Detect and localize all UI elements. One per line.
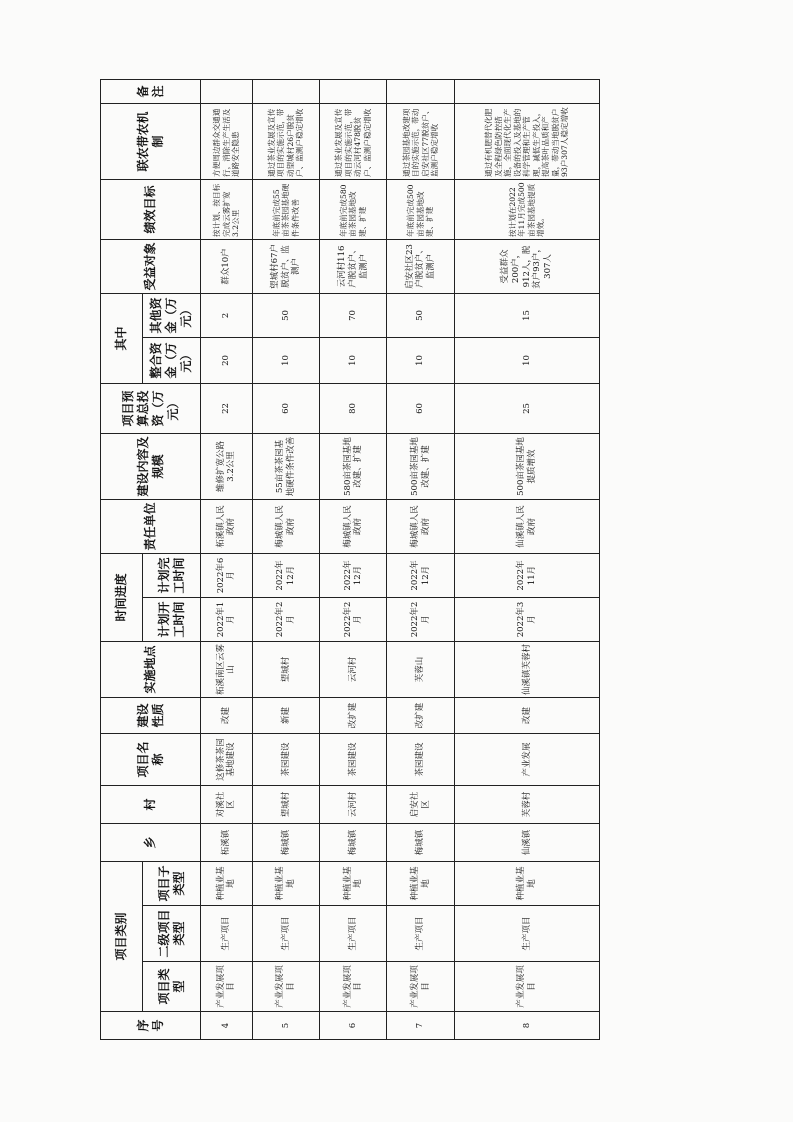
cell-village: 启安社区: [387, 786, 454, 824]
cell-category: 产业发展项目: [454, 962, 599, 1012]
cell-township: 柘溪镇: [201, 824, 253, 862]
cell-village: 望城村: [252, 786, 319, 824]
table-row: [252, 79, 319, 1039]
cell-other: 50: [252, 293, 319, 337]
cell-goal: 年底前完成580亩茶园基地改建、扩建: [320, 179, 387, 239]
cell-end: 2022年12月: [387, 553, 454, 597]
cell-seq: 4: [201, 1012, 253, 1040]
cell-seq: 5: [252, 1012, 319, 1040]
cell-level1: 生产项目: [201, 906, 253, 962]
cell-nature: 改扩建: [387, 698, 454, 734]
cell-location: 仙溪镇芙蓉村: [454, 642, 599, 698]
header-category: 项目类型: [143, 962, 201, 1012]
cell-other: 15: [454, 293, 599, 337]
cell-nature: 新建: [252, 698, 319, 734]
table-row: [387, 79, 454, 1039]
cell-project-name: 茶园建设: [387, 734, 454, 786]
cell-township: 梅城镇: [387, 824, 454, 862]
cell-unit: 仙溪镇人民政府: [454, 499, 599, 553]
cell-mechanism: 通过有机肥替代化肥及全程绿色防控措施，全面现代化生产设备的投入及基地的科学管理和生产管理，减低生产投入，提高茶叶品质和产量，带动当地脱贫户93户307人稳定增收: [454, 103, 599, 179]
cell-subtype: 种植业基地: [454, 862, 599, 906]
cell-goal: 按计划、按目标完成云雾扩宽3.2公里: [201, 179, 253, 239]
cell-start: 2022年2月: [387, 598, 454, 642]
header-integrated: 整合资金（万元）: [143, 337, 201, 383]
cell-beneficiary: 群众10户: [201, 239, 253, 293]
cell-integrated: 10: [387, 337, 454, 383]
cell-beneficiary: 望城村67户脱贫户、监测户: [252, 239, 319, 293]
header-budget: 项目预算总投资（万元）: [101, 383, 201, 433]
cell-remark: [454, 79, 599, 103]
cell-remark: [387, 79, 454, 103]
cell-integrated: 10: [320, 337, 387, 383]
header-project-name: 项目名称: [101, 734, 201, 786]
cell-nature: 改扩建: [320, 698, 387, 734]
cell-seq: 8: [454, 1012, 599, 1040]
header-end: 计划完工时间: [143, 553, 201, 597]
cell-content: 500亩茶园基地改建、扩建: [387, 433, 454, 499]
cell-remark: [201, 79, 253, 103]
cell-mechanism: 通过茶业发展及宣传项目的实施示范，带动望城村26户脱贫户、监测户稳定增收: [252, 103, 319, 179]
cell-seq: 7: [387, 1012, 454, 1040]
cell-other: 50: [387, 293, 454, 337]
cell-subtype: 种植业基地: [387, 862, 454, 906]
cell-township: 梅城镇: [252, 824, 319, 862]
header-start: 计划开工时间: [143, 598, 201, 642]
cell-content: 55亩茶茶园基地硬件条件改善: [252, 433, 319, 499]
cell-end: 2022年6月: [201, 553, 253, 597]
header-seq: 序号: [101, 1012, 201, 1040]
cell-goal: 按计划在2022年11月完成500亩茶园基地提质增效。: [454, 179, 599, 239]
cell-category: 产业发展项目: [201, 962, 253, 1012]
cell-subtype: 种植业基地: [252, 862, 319, 906]
cell-start: 2022年2月: [252, 598, 319, 642]
cell-village: 对溪社区: [201, 786, 253, 824]
cell-unit: 梅城镇人民政府: [387, 499, 454, 553]
cell-unit: 梅城镇人民政府: [252, 499, 319, 553]
cell-category: 产业发展项目: [320, 962, 387, 1012]
cell-project-name: 茶园建设: [252, 734, 319, 786]
cell-beneficiary: 云河村116户脱贫户、监测户: [320, 239, 387, 293]
header-goal: 绩效目标: [101, 179, 201, 239]
cell-content: 580亩茶园基地改建、扩建: [320, 433, 387, 499]
cell-location: 柘溪南区云雾山: [201, 642, 253, 698]
cell-end: 2022年11月: [454, 553, 599, 597]
cell-other: 2: [201, 293, 253, 337]
table-row: [320, 79, 387, 1039]
cell-budget: 60: [252, 383, 319, 433]
cell-seq: 6: [320, 1012, 387, 1040]
cell-start: 2022年2月: [320, 598, 387, 642]
header-mechanism: 联农带农机制: [101, 103, 201, 179]
cell-other: 70: [320, 293, 387, 337]
cell-budget: 22: [201, 383, 253, 433]
cell-nature: 改建: [201, 698, 253, 734]
cell-level1: 生产项目: [252, 906, 319, 962]
header-schedule-group: 时间进度: [101, 553, 143, 641]
header-subtype: 项目子类型: [143, 862, 201, 906]
cell-category: 产业发展项目: [252, 962, 319, 1012]
cell-mechanism: 通过茶业发展及宣传项目的实施示范，带动云河村478脱贫户、监测户稳定增收: [320, 103, 387, 179]
cell-budget: 60: [387, 383, 454, 433]
header-unit: 责任单位: [101, 499, 201, 553]
header-township: 乡: [101, 824, 201, 862]
cell-project-name: 这修茶茶园基地建设: [201, 734, 253, 786]
cell-remark: [252, 79, 319, 103]
cell-mechanism: 通过茶园基地改建项目的实施示范，带动启安社区77脱贫户、监测户稳定增收: [387, 103, 454, 179]
cell-category: 产业发展项目: [387, 962, 454, 1012]
cell-mechanism: 方便周边群众交通通行，消除生产生活及道路安全隐患: [201, 103, 253, 179]
header-category-group: 项目类别: [101, 862, 143, 1012]
cell-subtype: 种植业基地: [201, 862, 253, 906]
header-among: 其中: [101, 293, 143, 383]
rotated-table-area: [100, 80, 600, 1040]
cell-location: 云河村: [320, 642, 387, 698]
cell-integrated: 10: [454, 337, 599, 383]
cell-unit: 梅城镇人民政府: [320, 499, 387, 553]
cell-integrated: 20: [201, 337, 253, 383]
cell-end: 2022年12月: [252, 553, 319, 597]
cell-nature: 改建: [454, 698, 599, 734]
cell-beneficiary: 受益群众200户，912人，脱贫户93户，307人: [454, 239, 599, 293]
cell-goal: 年底前完成500亩茶园基地改建、扩建: [387, 179, 454, 239]
cell-township: 梅城镇: [320, 824, 387, 862]
cell-start: 2022年3月: [454, 598, 599, 642]
cell-level1: 生产项目: [387, 906, 454, 962]
header-remark: 备注: [101, 79, 201, 103]
cell-subtype: 种植业基地: [320, 862, 387, 906]
cell-end: 2022年12月: [320, 553, 387, 597]
cell-level1: 生产项目: [320, 906, 387, 962]
cell-unit: 柘溪镇人民政府: [201, 499, 253, 553]
cell-budget: 25: [454, 383, 599, 433]
cell-content: 500亩茶园基地提质增效: [454, 433, 599, 499]
cell-budget: 80: [320, 383, 387, 433]
cell-location: 芙蓉山: [387, 642, 454, 698]
header-beneficiary: 受益对象: [101, 239, 201, 293]
cell-project-name: 产业发展: [454, 734, 599, 786]
cell-remark: [320, 79, 387, 103]
cell-village: 云河村: [320, 786, 387, 824]
header-nature: 建设性质: [101, 698, 201, 734]
header-content: 建设内容及规模: [101, 433, 201, 499]
cell-location: 望城村: [252, 642, 319, 698]
cell-level1: 生产项目: [454, 906, 599, 962]
rotated-table-frame: [100, 80, 600, 1040]
cell-village: 芙蓉村: [454, 786, 599, 824]
cell-township: 仙溪镇: [454, 824, 599, 862]
table-row: [201, 79, 253, 1039]
cell-start: 2022年1月: [201, 598, 253, 642]
table-row: [454, 79, 599, 1039]
cell-integrated: 10: [252, 337, 319, 383]
cell-beneficiary: 启安社区23户脱贫户、监测户: [387, 239, 454, 293]
cell-goal: 年底前完成55亩茶茶园基地硬件条件改善: [252, 179, 319, 239]
header-village: 村: [101, 786, 201, 824]
cell-content: 维修扩宽公路3.2公里: [201, 433, 253, 499]
header-level1: 二级项目类型: [143, 906, 201, 962]
header-other: 其他资金（万元）: [143, 293, 201, 337]
project-table: [100, 79, 600, 1040]
cell-project-name: 茶园建设: [320, 734, 387, 786]
header-location: 实施地点: [101, 642, 201, 698]
